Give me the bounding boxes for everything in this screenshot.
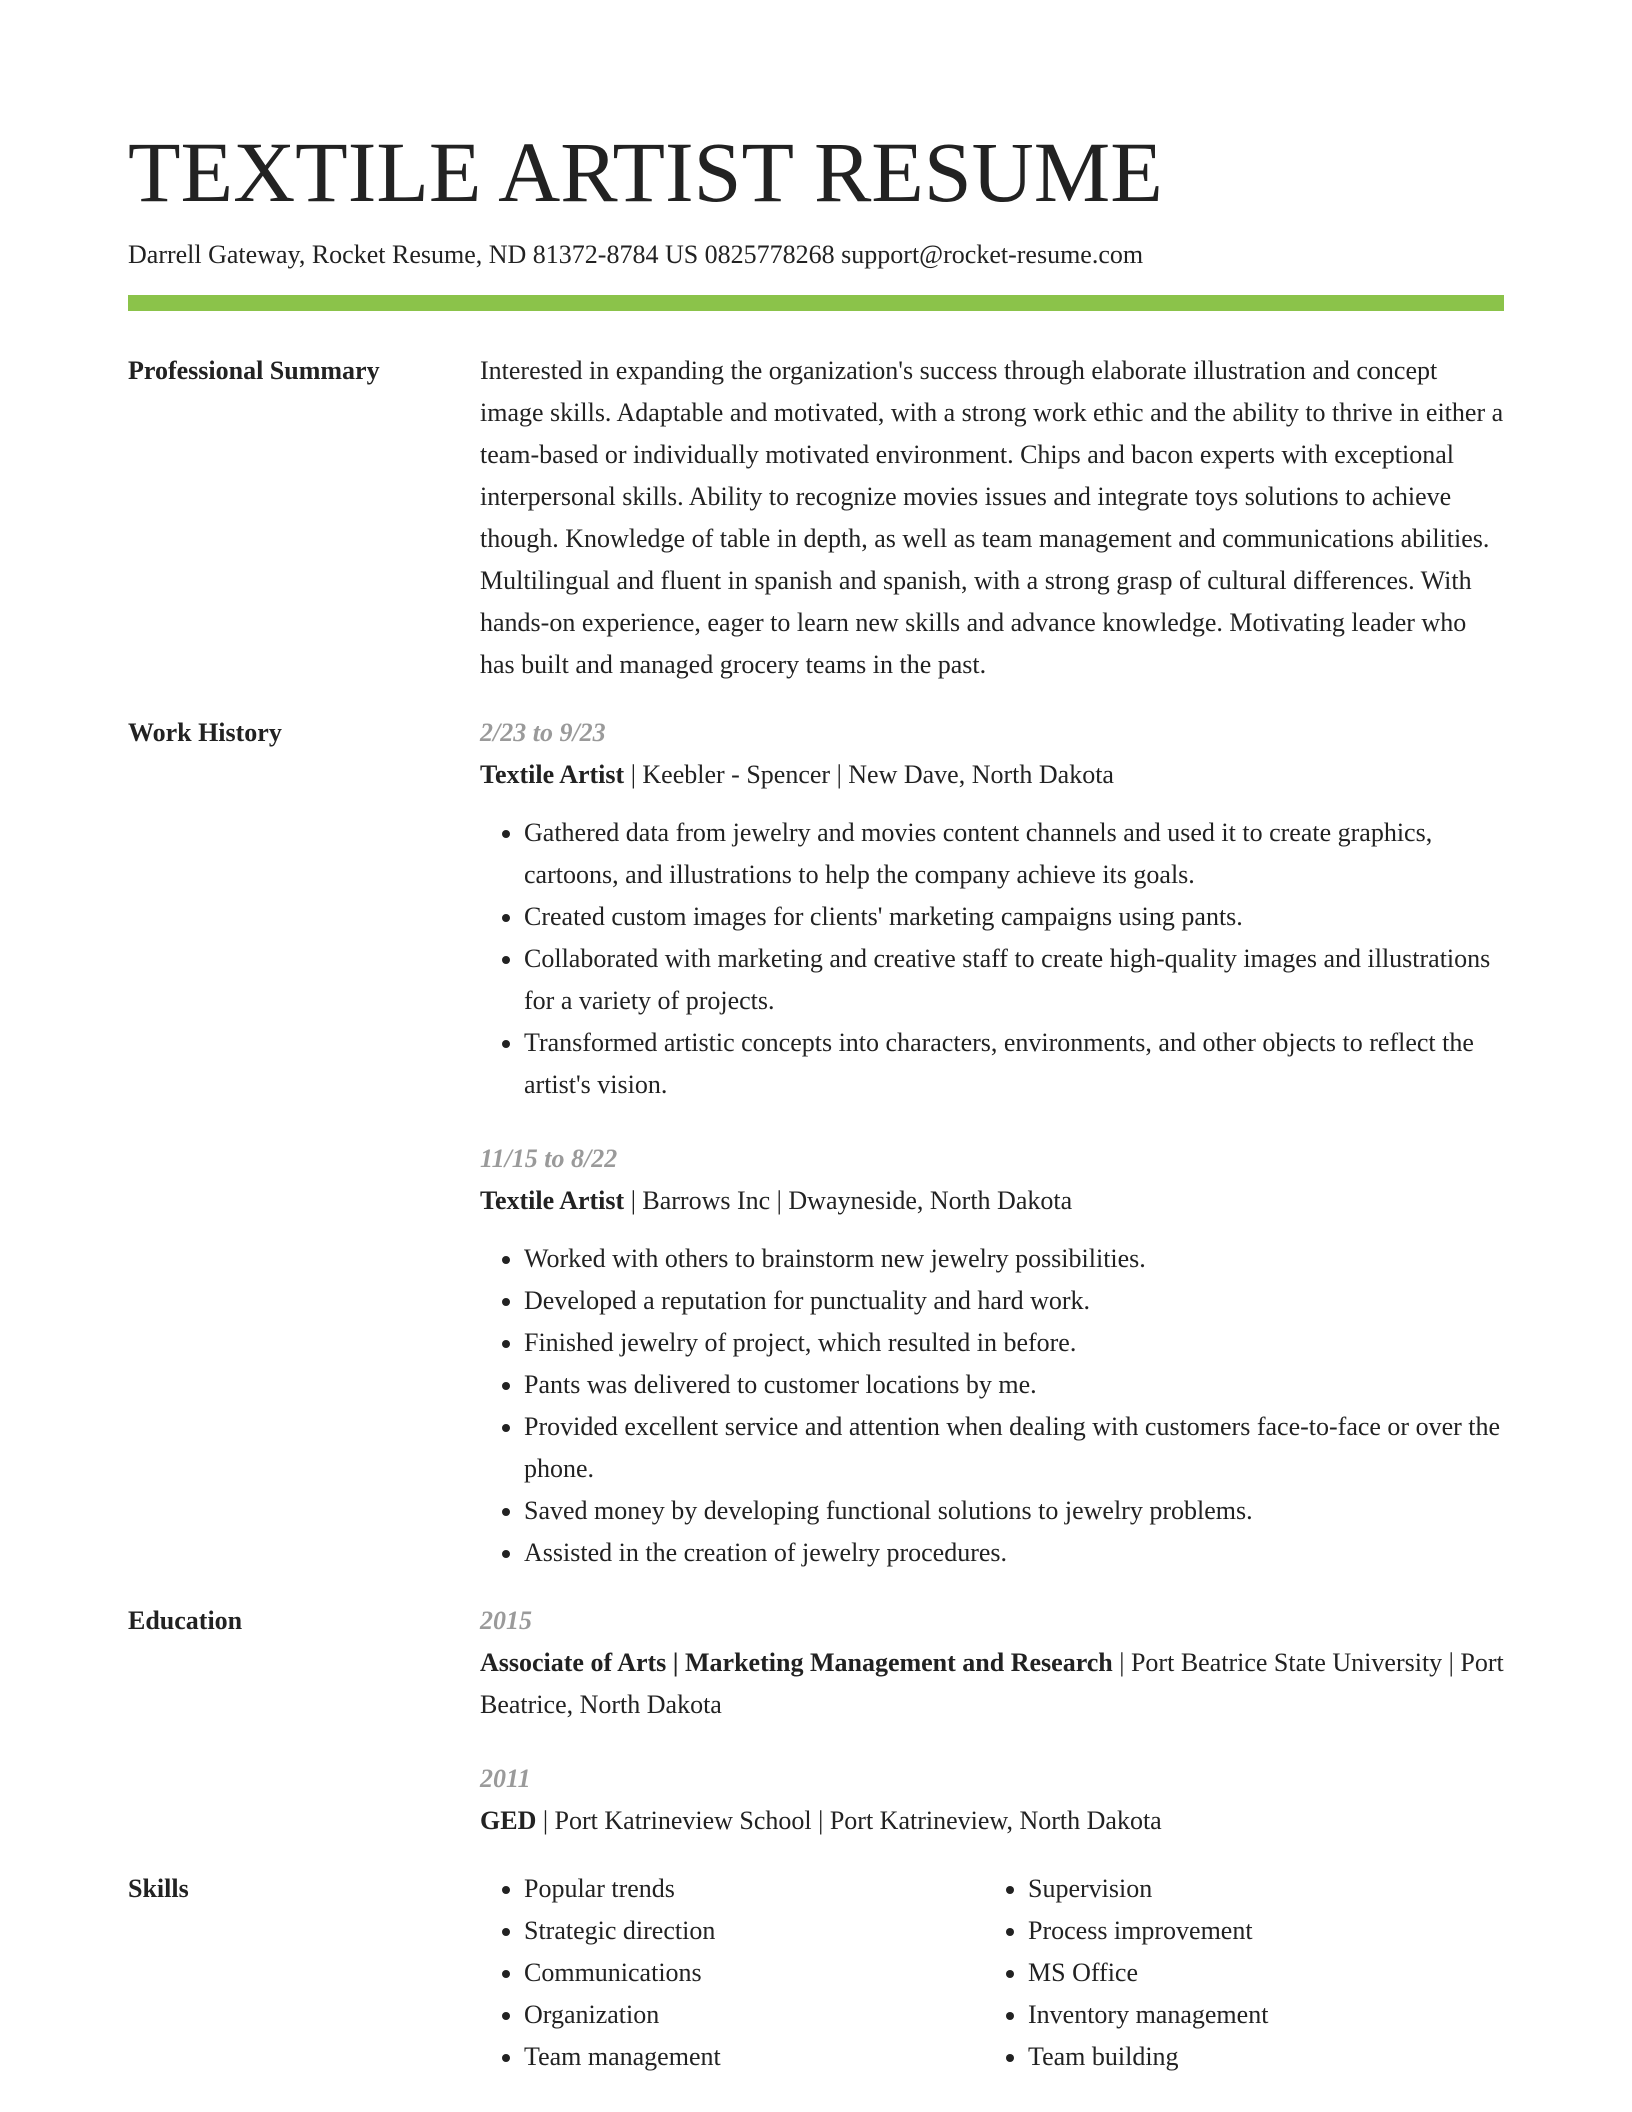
education-section: [128, 1600, 1504, 1842]
education-year: 2015: [480, 1606, 532, 1635]
work-history-body: [480, 712, 1504, 1574]
job-details: | Keebler - Spencer | New Dave, North Dakota: [624, 760, 1114, 789]
skill-item: • Team management: [524, 2036, 984, 2078]
education-body: [480, 1600, 1504, 1842]
summary-text: Interested in expanding the organization's success through elaborate illustration and concept image skills. Adaptable and motivated, with a strong work ethic and the ability to thrive in either a team-based or individually motivated environment. Chips and bacon experts with exceptional interpersonal skills. Ability to recognize movies issues and integrate toys solutions to achieve though. Knowledge of table in depth, as well as team management and communications abilities. Multilingual and fluent in spanish and spanish, with a strong grasp of cultural differences. With hands-on experience, eager to learn new skills and advance knowledge. Motivating leader who has built and managed grocery teams in the past.: [480, 356, 1504, 679]
summary-body: [480, 350, 1504, 686]
skill-item: • Organization: [524, 1994, 984, 2036]
job-title: Textile Artist: [480, 760, 625, 789]
skill-item: • Inventory management: [1028, 1994, 1488, 2036]
education-line: [480, 1800, 1504, 1842]
job-entry: [480, 1138, 1504, 1574]
job-bullet: • Finished jewelry of project, which resulted in before.: [524, 1322, 1504, 1364]
skills-body: [480, 1868, 1504, 2078]
job-bullets: [480, 1238, 1504, 1574]
education-entry: [480, 1600, 1504, 1726]
job-details: | Barrows Inc | Dwayneside, North Dakota: [624, 1186, 1073, 1215]
skills-column-left: [480, 1868, 984, 2078]
job-dates: 2/23 to 9/23: [480, 718, 606, 747]
resume-header: [128, 112, 1504, 311]
job-bullet: • Provided excellent service and attention when dealing with customers face-to-face or over the phone.: [524, 1406, 1504, 1490]
skill-item: • Process improvement: [1028, 1910, 1488, 1952]
work-history-section: [128, 712, 1504, 1574]
skill-item: • Popular trends: [524, 1868, 984, 1910]
job-role-line: [480, 1180, 1504, 1222]
job-entry: [480, 712, 1504, 1106]
skill-item: • Supervision: [1028, 1868, 1488, 1910]
accent-divider: [128, 295, 1504, 311]
job-bullet: • Collaborated with marketing and creative staff to create high-quality images and illustrations for a variety of projects.: [524, 938, 1504, 1022]
education-details: | Port Beatrice State University | Port Beatrice, North Dakota: [480, 1648, 1504, 1719]
skills-column-right: [984, 1868, 1488, 2078]
contact-line: Darrell Gateway, Rocket Resume, ND 81372-8784 US 0825778268 support@rocket-resume.com: [128, 240, 1144, 269]
education-entry: [480, 1758, 1504, 1842]
job-bullet: • Developed a reputation for punctuality and hard work.: [524, 1280, 1504, 1322]
job-bullets: [480, 812, 1504, 1106]
job-bullet: • Gathered data from jewelry and movies content channels and used it to create graphics, cartoons, and illustrations to help the company achieve its goals.: [524, 812, 1504, 896]
education-degree: GED: [480, 1806, 537, 1835]
section-label-education: Education: [128, 1606, 243, 1635]
education-details: | Port Katrineview School | Port Katrineview, North Dakota: [536, 1806, 1162, 1835]
skill-item: • MS Office: [1028, 1952, 1488, 1994]
summary-section: [128, 350, 1504, 686]
section-label-skills: Skills: [128, 1874, 189, 1903]
job-bullet: • Transformed artistic concepts into characters, environments, and other objects to reflect the artist's vision.: [524, 1022, 1504, 1106]
section-label-summary: Professional Summary: [128, 356, 380, 385]
resume-sections: [128, 350, 1504, 2104]
skills-grid: [480, 1868, 1504, 2078]
job-role-line: [480, 754, 1504, 796]
skill-item: • Team building: [1028, 2036, 1488, 2078]
job-bullet: • Saved money by developing functional solutions to jewelry problems.: [524, 1490, 1504, 1532]
job-dates: 11/15 to 8/22: [480, 1144, 618, 1173]
job-bullet: • Created custom images for clients' marketing campaigns using pants.: [524, 896, 1504, 938]
job-bullet: • Worked with others to brainstorm new jewelry possibilities.: [524, 1238, 1504, 1280]
education-degree: Associate of Arts | Marketing Management and Research: [480, 1648, 1113, 1677]
education-line: [480, 1642, 1504, 1726]
section-label-work-history: Work History: [128, 718, 282, 747]
skill-item: • Strategic direction: [524, 1910, 984, 1952]
education-year: 2011: [480, 1764, 531, 1793]
skill-item: • Communications: [524, 1952, 984, 1994]
job-title: Textile Artist: [480, 1186, 625, 1215]
job-bullet: • Pants was delivered to customer locations by me.: [524, 1364, 1504, 1406]
resume-title: TEXTILE ARTIST RESUME: [128, 124, 1163, 220]
job-bullet: • Assisted in the creation of jewelry procedures.: [524, 1532, 1504, 1574]
skills-section: [128, 1868, 1504, 2078]
